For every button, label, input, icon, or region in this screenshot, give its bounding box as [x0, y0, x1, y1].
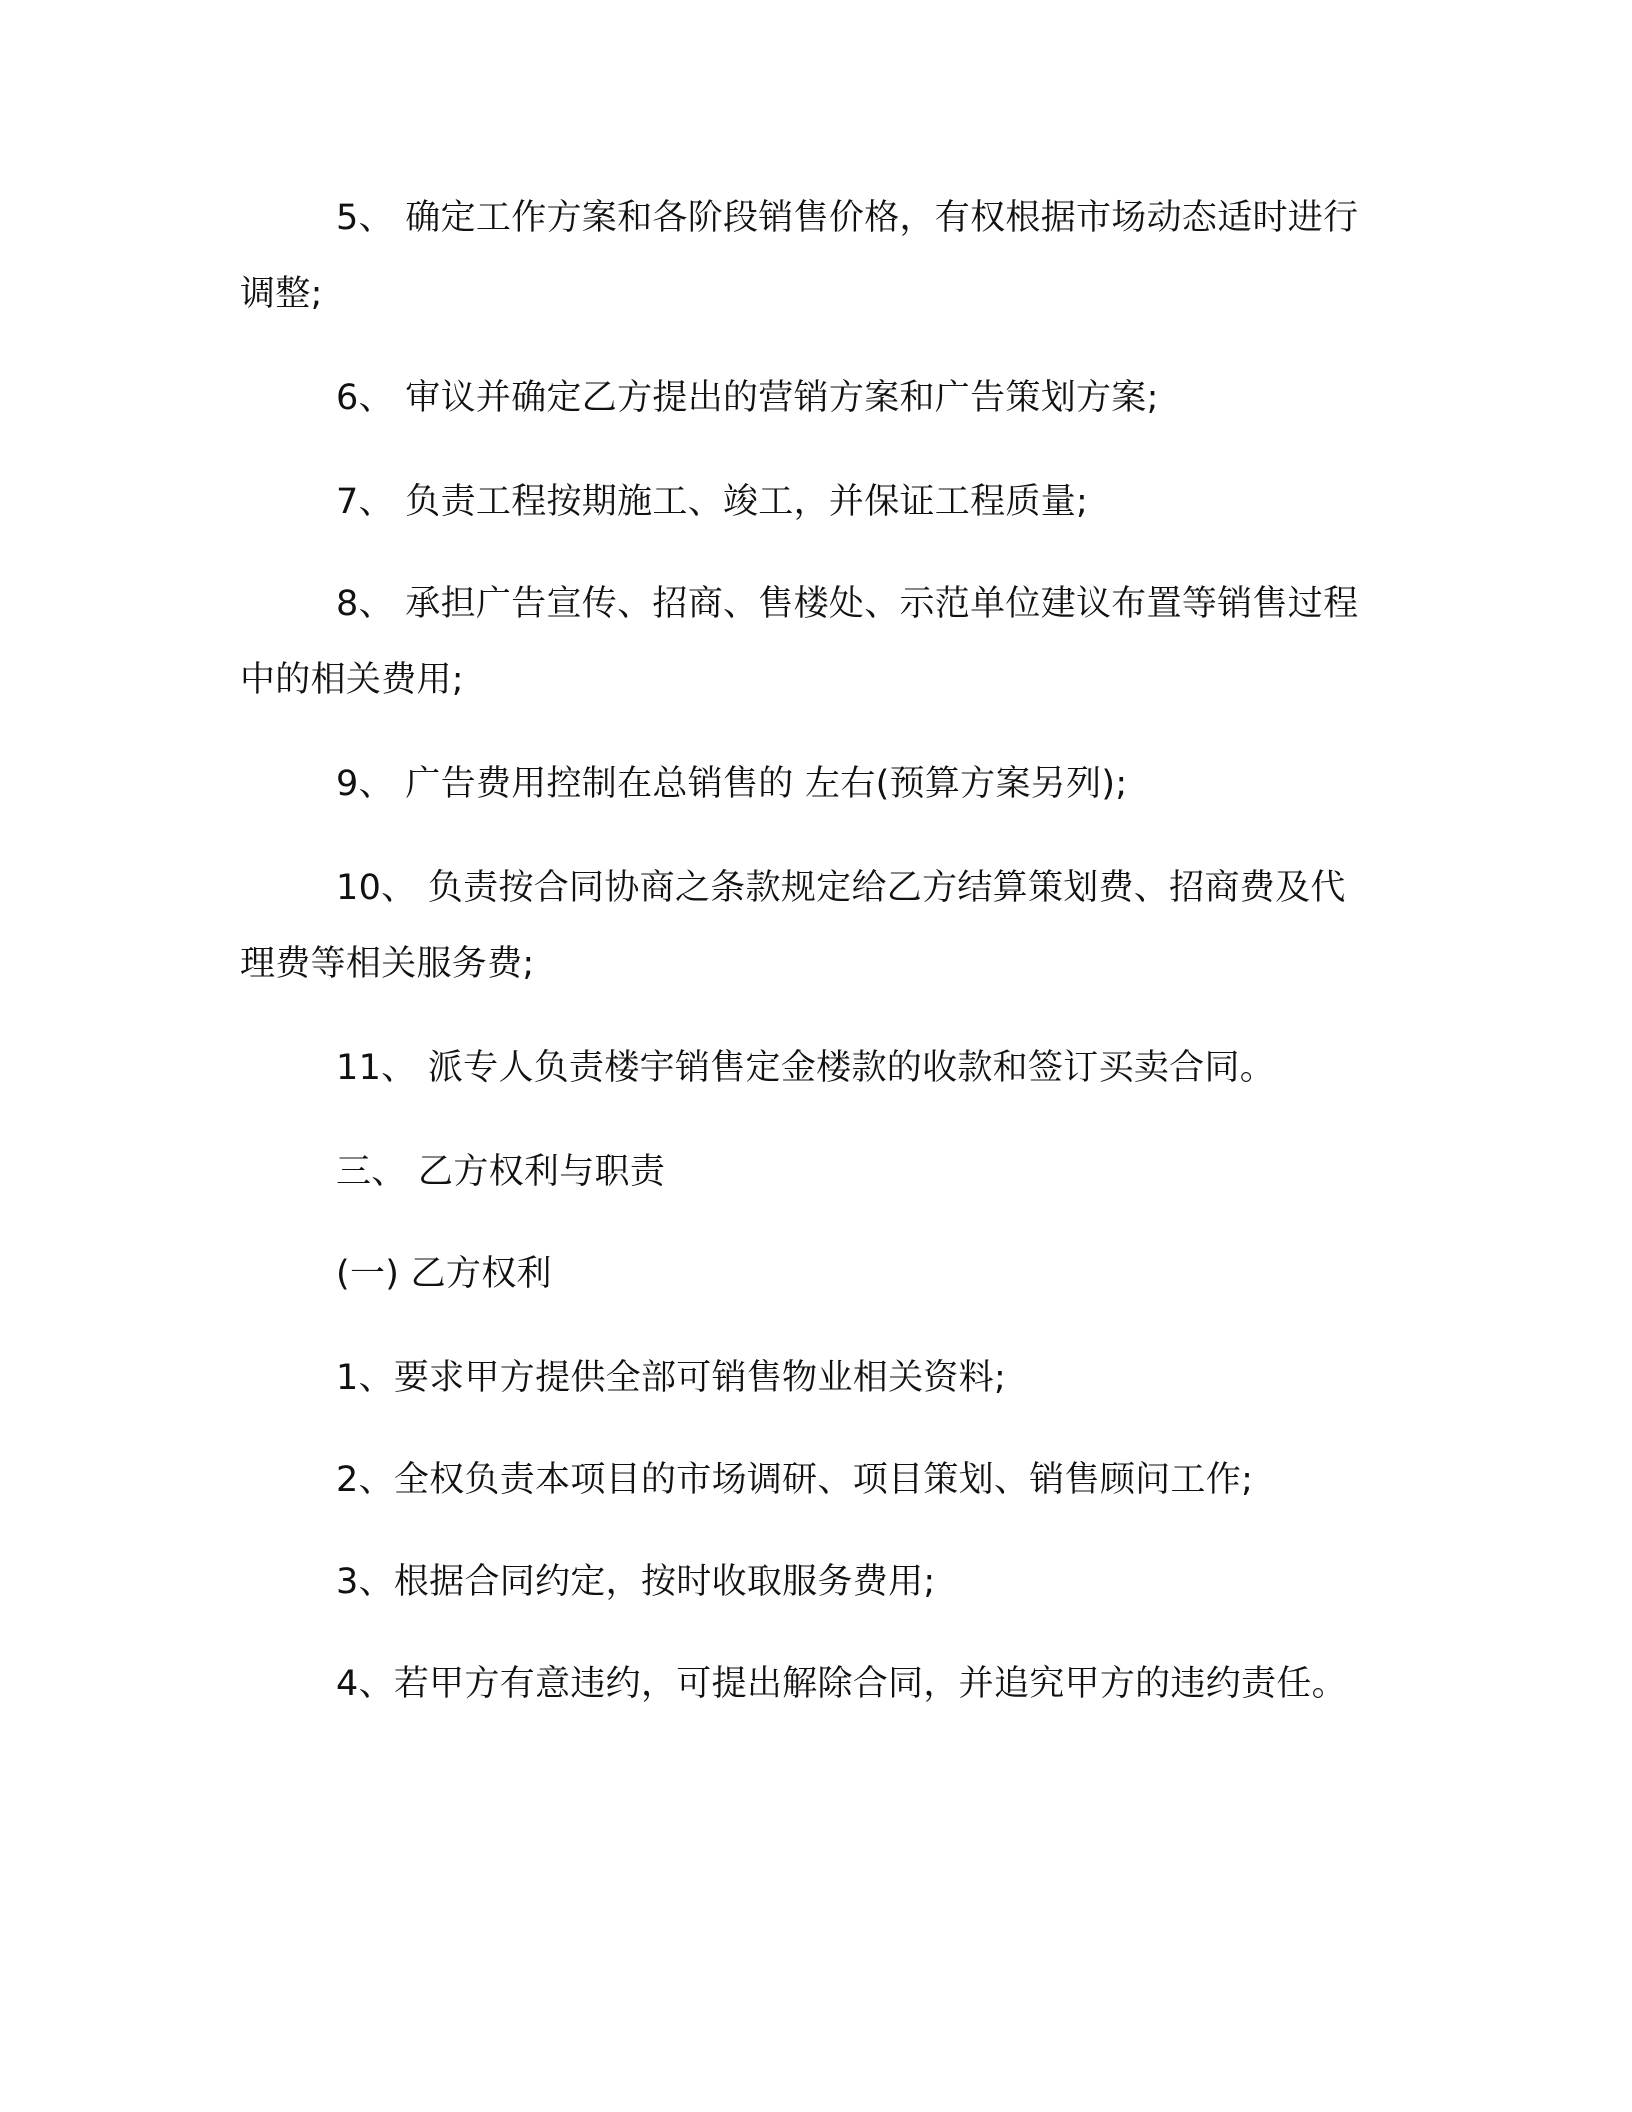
paragraph-right-3: 3、根据合同约定，按时收取服务费用;	[336, 1562, 936, 1602]
paragraph-item-11: 11、 派专人负责楼宇销售定金楼款的收款和签订买卖合同。	[336, 1048, 1276, 1088]
paragraph-item-8: 8、 承担广告宣传、招商、售楼处、示范单位建议布置等销售过程中的相关费用;	[240, 584, 1359, 700]
paragraph-item-5: 5、 确定工作方案和各阶段销售价格，有权根据市场动态适时进行调整;	[240, 198, 1359, 314]
paragraph-item-6: 6、 审议并确定乙方提出的营销方案和广告策划方案;	[336, 378, 1159, 418]
paragraph-item-7: 7、 负责工程按期施工、竣工，并保证工程质量;	[336, 482, 1089, 522]
paragraph-item-9: 9、 广告费用控制在总销售的 左右(预算方案另列);	[336, 764, 1128, 804]
paragraph-item-10: 10、 负责按合同协商之条款规定给乙方结算策划费、招商费及代理费等相关服务费;	[240, 868, 1346, 984]
subsection-heading-rights: (一) 乙方权利	[336, 1254, 552, 1294]
paragraph-right-2: 2、全权负责本项目的市场调研、项目策划、销售顾问工作;	[336, 1460, 1254, 1500]
paragraph-right-4: 4、若甲方有意违约，可提出解除合同，并追究甲方的违约责任。	[336, 1664, 1347, 1704]
section-heading-party-b: 三、 乙方权利与职责	[336, 1152, 666, 1192]
paragraph-right-1: 1、要求甲方提供全部可销售物业相关资料;	[336, 1358, 1007, 1398]
